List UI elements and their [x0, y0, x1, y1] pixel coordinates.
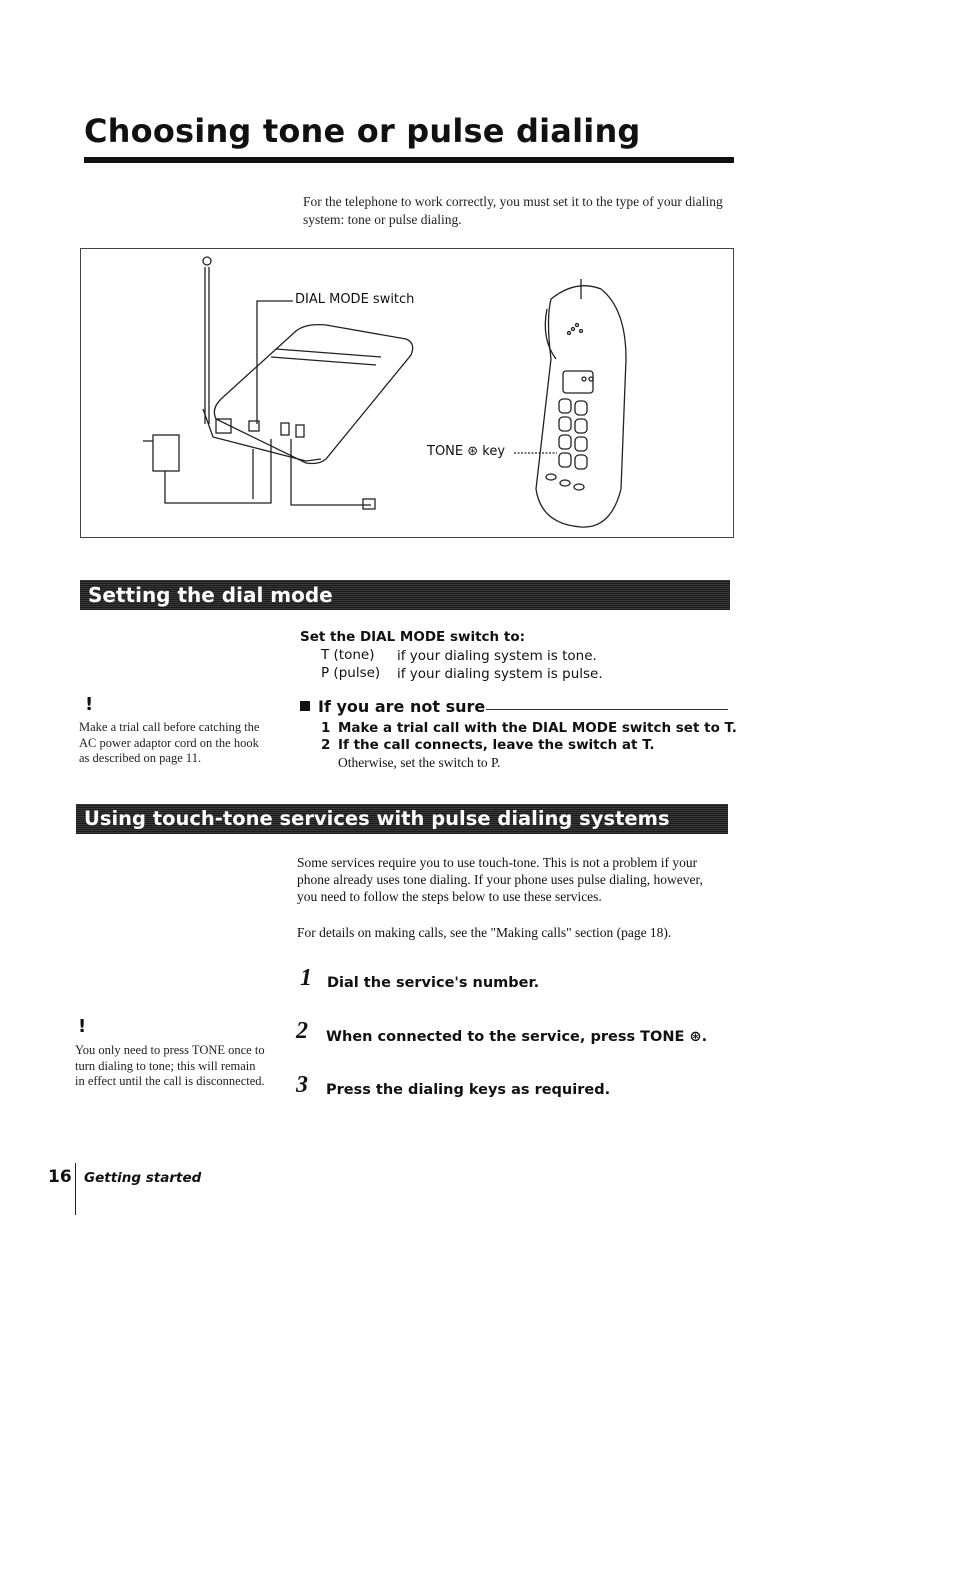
- footer-divider: [75, 1163, 76, 1215]
- step-number: 2: [296, 1018, 308, 1044]
- section-band-touch-tone: [76, 804, 728, 834]
- title-rule: [84, 157, 734, 163]
- step-text: When connected to the service, press TONE ⊛.: [326, 1029, 708, 1045]
- section-heading: Using touch-tone services with pulse dialing systems: [84, 807, 670, 830]
- otherwise-text: Otherwise, set the switch to P.: [338, 755, 501, 770]
- body-text-reference: For details on making calls, see the "Making calls" section (page 18).: [297, 925, 672, 940]
- section-band-dial-mode: [80, 580, 730, 610]
- subheading: If you are not sure: [318, 697, 486, 716]
- step-text: Dial the service's number.: [327, 975, 540, 991]
- step-number: 1: [321, 720, 331, 736]
- base-unit-icon: [203, 325, 413, 464]
- section-heading: Setting the dial mode: [88, 583, 333, 607]
- step-number: 3: [296, 1072, 308, 1098]
- intro-text: For the telephone to work correctly, you must set it to the type of your dialing system: tone or pulse dialing.: [303, 194, 723, 227]
- note-icon: !: [85, 694, 94, 715]
- step-text: If the call connects, leave the switch at T.: [338, 737, 655, 753]
- footer-section-label: Getting started: [84, 1170, 202, 1186]
- square-bullet-icon: [300, 701, 310, 711]
- step-text: Make a trial call with the DIAL MODE switch set to T.: [338, 720, 737, 736]
- body-text: Some services require you to use touch-tone. This is not a problem if your phone already uses tone dialing. If your phone uses pulse dialing, however, you need to follow the steps below to use these services.: [297, 855, 703, 904]
- phone-illustration: [80, 248, 734, 538]
- handset-icon: [536, 279, 626, 527]
- subheading-rule: [486, 709, 728, 710]
- step-number: 1: [300, 965, 312, 991]
- option-key: P (pulse): [321, 665, 381, 681]
- note-text: You only need to press TONE once to turn dialing to tone; this will remain in effect until the call is disconnected.: [75, 1043, 265, 1088]
- option-desc: if your dialing system is tone.: [397, 648, 597, 664]
- ac-adaptor-icon: [143, 435, 375, 509]
- note-icon: !: [78, 1016, 87, 1037]
- antenna-icon: [203, 257, 211, 424]
- step-number: 2: [321, 737, 331, 753]
- dial-mode-switch-label: DIAL MODE switch: [295, 292, 415, 307]
- tone-key-label: TONE ⊛ key: [427, 444, 506, 459]
- note-text: Make a trial call before catching the AC power adaptor cord on the hook as described on page 11.: [79, 720, 260, 765]
- option-key: T (tone): [321, 647, 375, 663]
- step-text: Press the dialing keys as required.: [326, 1082, 611, 1098]
- instruction-text: Set the DIAL MODE switch to:: [300, 629, 525, 645]
- page-number: 16: [48, 1167, 72, 1187]
- page-title: Choosing tone or pulse dialing: [84, 112, 641, 150]
- option-desc: if your dialing system is pulse.: [397, 666, 603, 682]
